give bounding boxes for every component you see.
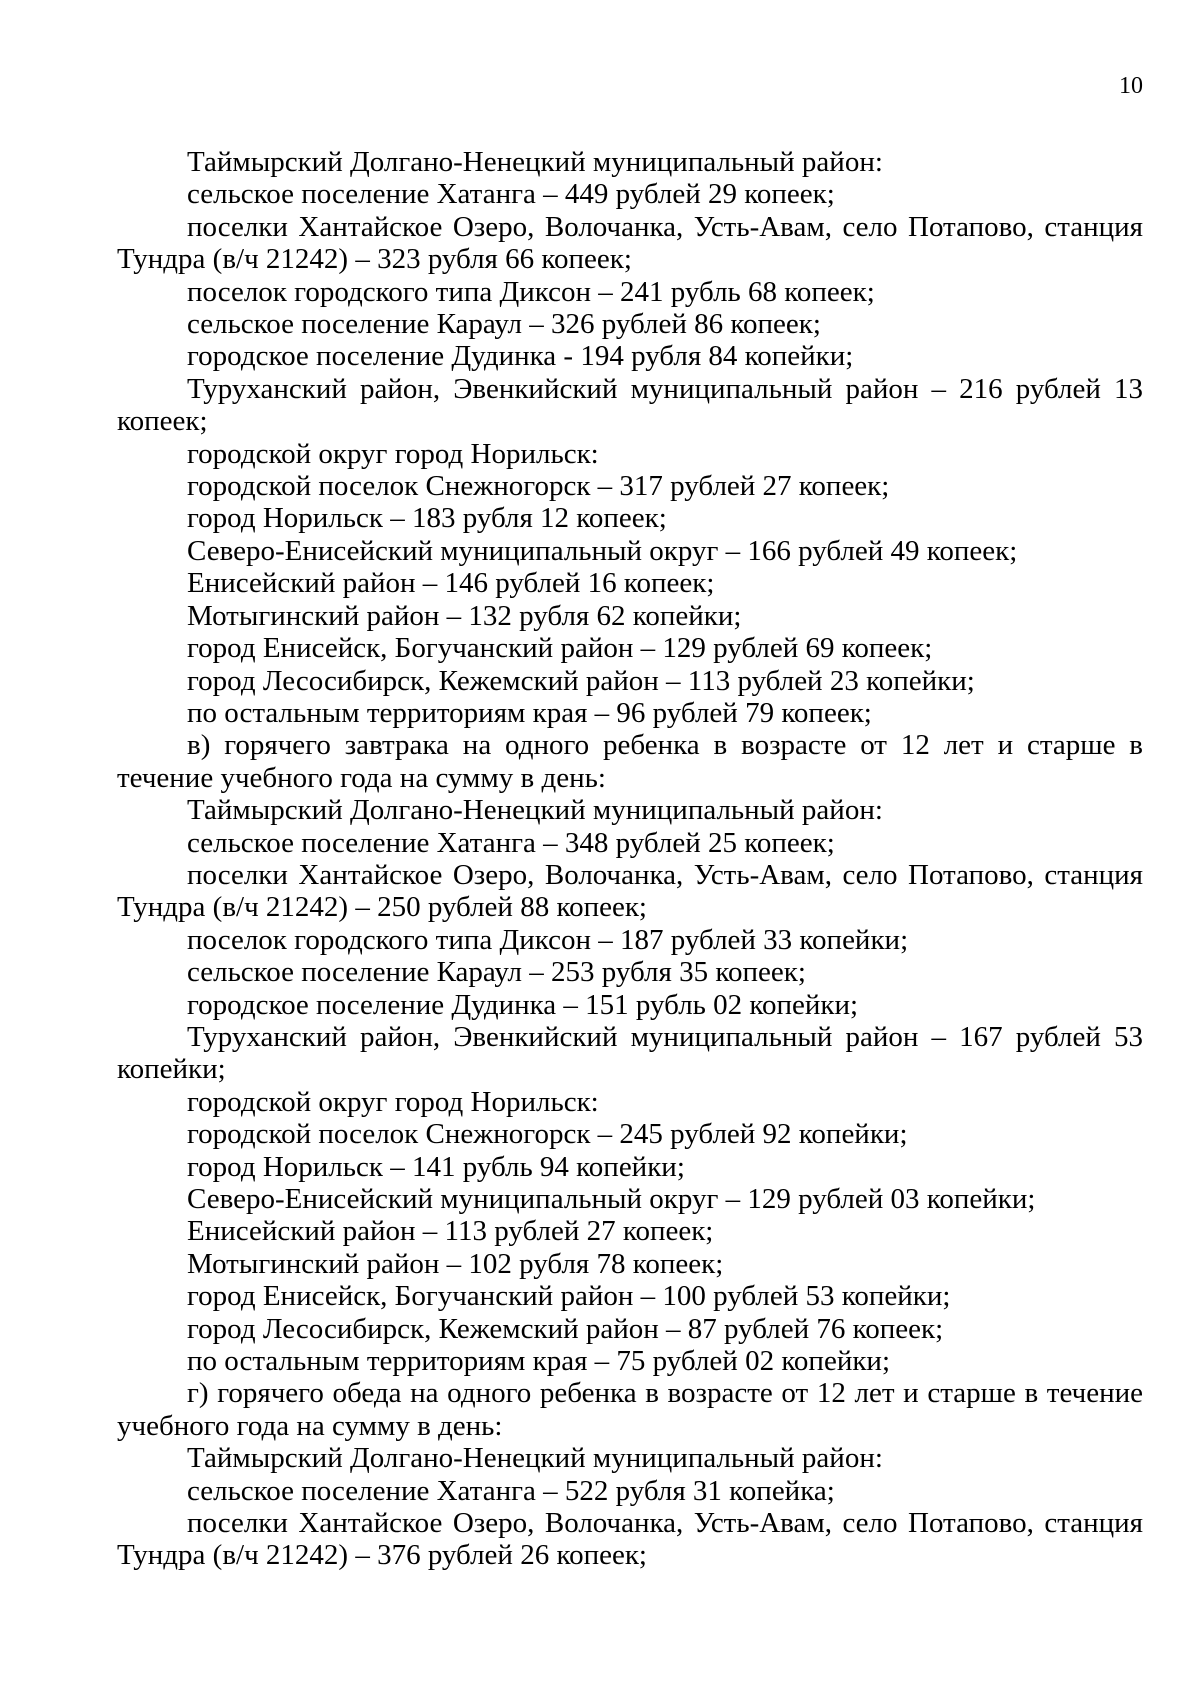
paragraph: Туруханский район, Эвенкийский муниципальный район – 167 рублей 53 копейки;	[117, 1020, 1143, 1086]
paragraph: городской округ город Норильск:	[187, 1085, 599, 1118]
paragraph: город Норильск – 141 рубль 94 копейки;	[187, 1150, 685, 1183]
paragraph: сельское поселение Хатанга – 522 рубля 31 копейка;	[187, 1474, 835, 1507]
paragraph: Таймырский Долгано-Ненецкий муниципальный район:	[187, 794, 883, 827]
paragraph: сельское поселение Караул – 326 рублей 86 копеек;	[187, 308, 821, 341]
paragraph: город Норильск – 183 рубля 12 копеек;	[187, 502, 667, 535]
paragraph: городской округ город Норильск:	[187, 437, 599, 470]
paragraph: сельское поселение Хатанга – 449 рублей 29 копеек;	[187, 178, 835, 211]
paragraph: город Лесосибирск, Кежемский район – 87 рублей 76 копеек;	[187, 1312, 944, 1345]
paragraph: в) горячего завтрака на одного ребенка в возрасте от 12 лет и старше в течение учебного года на сумму в день:	[117, 729, 1143, 794]
paragraph: поселки Хантайское Озеро, Волочанка, Усть-Авам, село Потапово, станция Тундра (в/ч 21242) – 376 рублей 26 копеек;	[117, 1507, 1143, 1572]
paragraph: сельское поселение Караул – 253 рубля 35 копеек;	[187, 956, 806, 989]
paragraph: Таймырский Долгано-Ненецкий муниципальный район:	[187, 146, 883, 178]
paragraph: г) горячего обеда на одного ребенка в возрасте от 12 лет и старше в течение учебного года на сумму в день:	[117, 1377, 1143, 1442]
paragraph: Северо-Енисейский муниципальный округ – 129 рублей 03 копейки;	[187, 1183, 1036, 1215]
paragraph: городское поселение Дудинка – 151 рубль 02 копейки;	[187, 988, 859, 1021]
paragraph: поселки Хантайское Озеро, Волочанка, Усть-Авам, село Потапово, станция Тундра (в/ч 21242) – 250 рублей 88 копеек;	[117, 858, 1143, 924]
document-body	[117, 146, 1143, 1572]
paragraph: по остальным территориям края – 75 рублей 02 копейки;	[187, 1345, 891, 1378]
paragraph: по остальным территориям края – 96 рублей 79 копеек;	[187, 696, 872, 729]
paragraph: городской поселок Снежногорск – 245 рублей 92 копейки;	[187, 1118, 908, 1151]
paragraph: Мотыгинский район – 132 рубля 62 копейки;	[187, 599, 742, 632]
paragraph: поселок городского типа Диксон – 187 рублей 33 копейки;	[187, 923, 909, 956]
paragraph: Мотыгинский район – 102 рубля 78 копеек;	[187, 1247, 724, 1280]
paragraph: поселок городского типа Диксон – 241 рубль 68 копеек;	[187, 275, 875, 308]
paragraph: Енисейский район – 146 рублей 16 копеек;	[187, 567, 715, 600]
paragraph: город Лесосибирск, Кежемский район – 113 рублей 23 копейки;	[187, 664, 975, 697]
paragraph: Енисейский район – 113 рублей 27 копеек;	[187, 1215, 714, 1248]
paragraph: поселки Хантайское Озеро, Волочанка, Усть-Авам, село Потапово, станция Тундра (в/ч 21242) – 323 рубля 66 копеек;	[117, 210, 1143, 276]
paragraph: город Енисейск, Богучанский район – 100 рублей 53 копейки;	[187, 1280, 951, 1313]
paragraph: Северо-Енисейский муниципальный округ – 166 рублей 49 копеек;	[187, 534, 1018, 567]
paragraph: Таймырский Долгано-Ненецкий муниципальный район:	[187, 1442, 883, 1475]
paragraph: городской поселок Снежногорск – 317 рублей 27 копеек;	[187, 470, 890, 503]
paragraph: городское поселение Дудинка - 194 рубля 84 копейки;	[187, 340, 854, 373]
paragraph: Туруханский район, Эвенкийский муниципальный район – 216 рублей 13 копеек;	[117, 372, 1143, 438]
paragraph: сельское поселение Хатанга – 348 рублей 25 копеек;	[187, 826, 835, 859]
page-number: 10	[1119, 73, 1143, 99]
paragraph: город Енисейск, Богучанский район – 129 рублей 69 копеек;	[187, 632, 933, 665]
